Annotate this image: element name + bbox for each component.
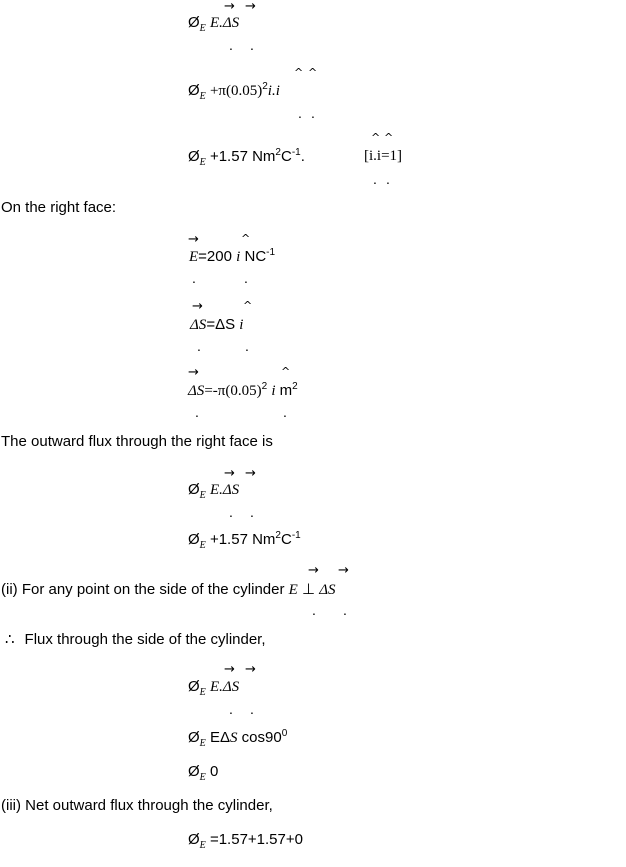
field-delta: EΔ — [209, 729, 230, 746]
area-expression: =-π(0.05) — [204, 383, 262, 399]
dot-mark: . — [229, 37, 233, 53]
phi-subscript: E — [199, 540, 206, 551]
phi-symbol: Ø — [188, 14, 200, 31]
unit-c: C — [280, 148, 292, 165]
unit-c: C — [280, 531, 292, 548]
eq-flux-left-2 — [188, 82, 280, 100]
field-value: =200 — [198, 248, 232, 265]
eq-flux-left-1 — [188, 14, 239, 32]
vector-arrow: → — [245, 0, 256, 14]
vector-arrow: → — [224, 0, 235, 14]
section-net-flux: (iii) Net outward flux through the cylinder, — [1, 797, 273, 814]
dot-mark: . — [244, 270, 248, 286]
dot-mark: . — [197, 338, 201, 354]
unit-vector-i: i — [271, 383, 276, 399]
phi-subscript: E — [199, 738, 206, 749]
phi-symbol: Ø — [188, 831, 200, 848]
phi-symbol: Ø — [188, 531, 200, 548]
superscript: 2 — [275, 530, 281, 541]
section-side-condition — [1, 580, 336, 599]
vector-arrow: → — [224, 466, 235, 481]
eq-area-vector-value — [188, 382, 298, 400]
phi-symbol: Ø — [188, 481, 200, 498]
phi-symbol: Ø — [188, 763, 200, 780]
vector-arrow: → — [338, 563, 349, 578]
vector-arrow: → — [245, 466, 256, 481]
E-vector: E — [288, 582, 298, 598]
phi-subscript: E — [199, 840, 206, 851]
superscript: 2 — [275, 147, 281, 158]
hat-mark: ^ — [241, 232, 251, 245]
dot-mark: . — [283, 404, 287, 420]
eq-area-vector — [190, 316, 243, 334]
dot-mark: . — [311, 105, 315, 121]
phi-subscript: E — [199, 490, 206, 501]
dot-mark: . — [386, 171, 390, 187]
area-symbol: S — [229, 730, 238, 746]
phi-symbol: Ø — [188, 678, 200, 695]
dot-mark: . — [195, 404, 199, 420]
vector-product: E.ΔS — [209, 679, 240, 695]
vector-product: E.ΔS — [209, 482, 240, 498]
section-side-flux — [5, 630, 266, 648]
eq-flux-side-result — [188, 763, 219, 783]
flux-value: +1.57 Nm — [209, 148, 276, 165]
dot-mark: . — [343, 602, 347, 618]
eq-flux-right-1 — [188, 481, 239, 499]
phi-symbol: Ø — [188, 82, 200, 99]
unit: NC — [244, 248, 267, 265]
hat-mark: ^ — [243, 299, 253, 312]
vector-arrow: → — [192, 299, 203, 314]
eq-flux-right-result — [188, 530, 301, 551]
superscript: -1 — [291, 530, 301, 541]
dot-mark: . — [250, 701, 254, 717]
perpendicular-symbol: ⊥ — [302, 581, 316, 598]
vector-product: E.ΔS — [209, 15, 240, 31]
dS-vector: ΔS — [319, 582, 336, 598]
hat-mark: ^ — [384, 131, 394, 144]
eq-flux-side-cos — [188, 729, 287, 747]
eq-flux-side-1 — [188, 678, 239, 696]
phi-symbol: Ø — [188, 729, 200, 746]
therefore-symbol: ∴ — [5, 631, 15, 648]
dot-mark: . — [250, 37, 254, 53]
dot-mark: . — [373, 171, 377, 187]
net-flux-value: =1.57+1.57+0 — [209, 831, 303, 848]
hat-mark: ^ — [308, 66, 318, 79]
area-term: +π(0.05) — [209, 83, 263, 99]
side-flux-text: Flux through the side of the cylinder, — [24, 631, 266, 648]
superscript: 2 — [292, 381, 298, 392]
unit-vector-i: i — [239, 317, 244, 333]
E-vector: E — [189, 249, 199, 265]
unit-vector-identity: [i.i=1] — [364, 148, 403, 164]
eq-flux-left-result — [188, 147, 305, 168]
dot-mark: . — [229, 701, 233, 717]
dot-mark: . — [250, 504, 254, 520]
dS-vector: ΔS — [190, 317, 207, 333]
unit-vector-i: i — [236, 249, 241, 265]
superscript: 2 — [262, 81, 268, 92]
flux-value: +1.57 Nm — [209, 531, 276, 548]
hat-mark: ^ — [281, 365, 291, 378]
vector-arrow: → — [188, 365, 199, 380]
vector-arrow: → — [224, 662, 235, 677]
dot-mark: . — [312, 602, 316, 618]
hat-mark: ^ — [294, 66, 304, 79]
superscript: 2 — [261, 381, 268, 392]
area-value: =ΔS — [206, 316, 236, 333]
dot-mark: . — [298, 105, 302, 121]
side-text: (ii) For any point on the side of the cylinder — [1, 581, 285, 598]
dS-vector: ΔS — [188, 383, 205, 399]
period: . — [300, 148, 305, 165]
unit-vector-product: i.i — [267, 83, 280, 99]
hat-mark: ^ — [371, 131, 381, 144]
eq-net-flux — [188, 831, 303, 851]
section-outward-flux: The outward flux through the right face is — [1, 433, 273, 450]
section-right-face: On the right face: — [1, 199, 117, 216]
phi-subscript: E — [199, 157, 206, 168]
dot-mark: . — [229, 504, 233, 520]
eq-electric-field — [189, 248, 275, 266]
superscript: -1 — [266, 247, 276, 258]
dot-mark: . — [192, 270, 196, 286]
superscript: 0 — [281, 728, 288, 739]
vector-arrow: → — [245, 662, 256, 677]
phi-subscript: E — [199, 23, 206, 34]
phi-subscript: E — [199, 687, 206, 698]
vector-arrow: → — [308, 563, 319, 578]
phi-symbol: Ø — [188, 148, 200, 165]
cosine-term: cos90 — [241, 729, 282, 746]
phi-subscript: E — [199, 772, 206, 783]
phi-subscript: E — [199, 91, 206, 102]
vector-arrow: → — [188, 232, 199, 247]
dot-mark: . — [245, 338, 249, 354]
superscript: -1 — [291, 147, 301, 158]
unit: m — [279, 382, 293, 399]
flux-value: 0 — [209, 763, 219, 780]
